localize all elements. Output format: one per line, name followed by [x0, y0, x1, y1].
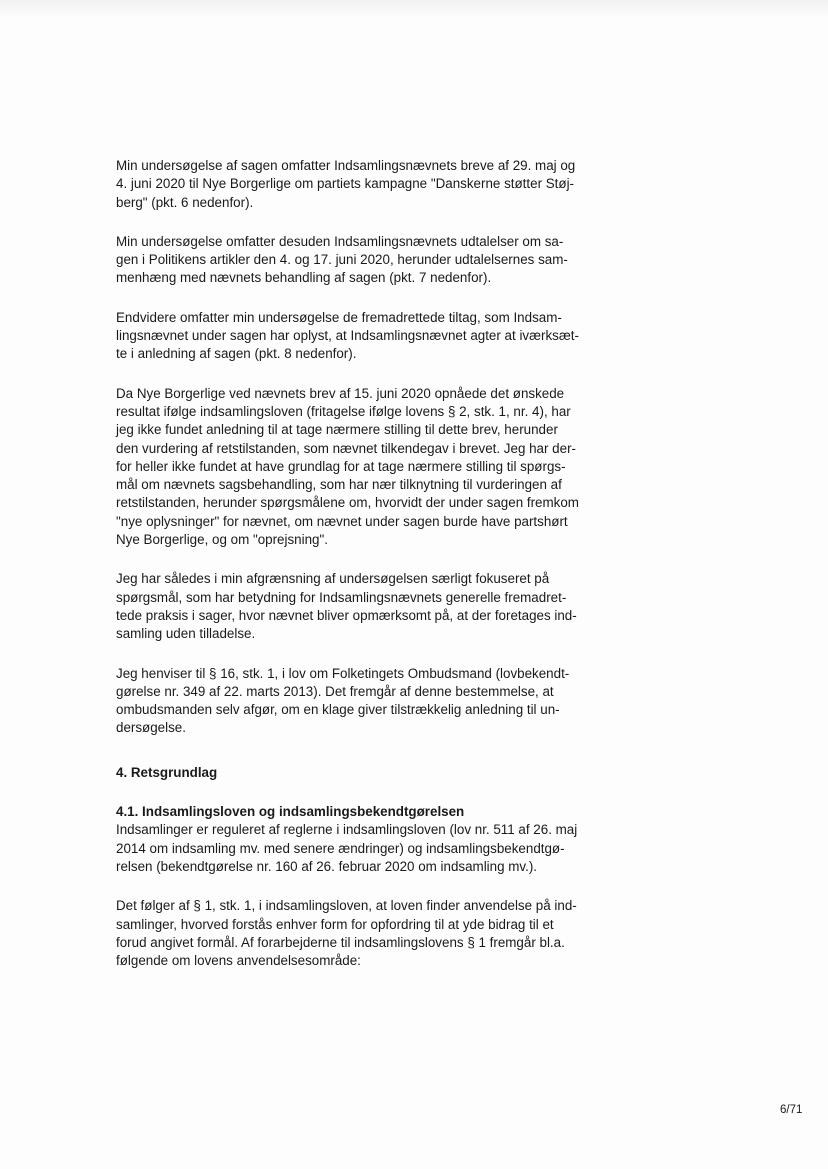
text-line: resultat ifølge indsamlingsloven (fritagelse ifølge lovens § 2, stk. 1, nr. 4), har [116, 403, 571, 419]
scan-top-edge [0, 0, 828, 18]
subsection-heading: 4.1. Indsamlingsloven og indsamlingsbekendtgørelsen [116, 804, 465, 820]
text-line: gørelse nr. 349 af 22. marts 2013). Det fremgår af denne bestemmelse, at [116, 683, 554, 699]
text-line: Min undersøgelse omfatter desuden Indsamlingsnævnets udtalelser om sa- [116, 233, 564, 249]
text-line: mål om nævnets sagsbehandling, som har nær tilknytning til vurderingen af [116, 477, 562, 493]
paragraph-scope-of-law [116, 897, 616, 970]
paragraph-focus [116, 570, 616, 643]
text-line: retstilstanden, herunder spørgsmålene om, hvorvidt der under sagen fremkom [116, 495, 579, 511]
paragraph-scope-letters [116, 157, 616, 212]
text-line: følgende om lovens anvendelsesområde: [116, 953, 361, 969]
text-line: ombudsmanden selv afgør, om en klage giver tilstrækkelig anledning til un- [116, 702, 560, 718]
text-line: berg" (pkt. 6 nedenfor). [116, 194, 254, 210]
text-line: relsen (bekendtgørelse nr. 160 af 26. februar 2020 om indsamling mv.). [116, 858, 538, 874]
paragraph-legal-reference [116, 665, 616, 738]
text-line: Da Nye Borgerlige ved nævnets brev af 15. juni 2020 opnåede det ønskede [116, 385, 565, 401]
text-line: den vurdering af retstilstanden, som nævnet tilkendegav i brevet. Jeg har der- [116, 440, 576, 456]
paragraph-scope-statements [116, 233, 616, 288]
text-line: for heller ikke fundet at have grundlag for at tage nærmere stilling til spørgs- [116, 458, 566, 474]
text-line: spørgsmål, som har betydning for Indsamlingsnævnets generelle fremadret- [116, 589, 567, 605]
text-line: Endvidere omfatter min undersøgelse de fremadrettede tiltag, som Indsam- [116, 309, 562, 325]
text-line: Det følger af § 1, stk. 1, i indsamlingsloven, at loven finder anvendelse på ind- [116, 898, 577, 914]
text-line: jeg ikke fundet anledning til at tage nærmere stilling til dette brev, herunder [116, 422, 558, 438]
text-line: Indsamlinger er reguleret af reglerne i indsamlingsloven (lov nr. 511 af 26. maj [116, 822, 578, 838]
text-line: 2014 om indsamling mv. med senere ændringer) og indsamlingsbekendtgø- [116, 840, 565, 856]
text-line: Jeg har således i min afgrænsning af undersøgelsen særligt fokuseret på [116, 571, 550, 587]
text-line: 4. juni 2020 til Nye Borgerlige om partiets kampagne "Danskerne støtter Støj- [116, 176, 575, 192]
text-line: tede praksis i sager, hvor nævnet bliver opmærksomt på, at der foretages ind- [116, 607, 577, 623]
paragraph-regulation [116, 821, 616, 876]
text-line: te i anledning af sagen (pkt. 8 nedenfor). [116, 346, 357, 362]
page-number: 6/71 [780, 1104, 803, 1116]
text-line: dersøgelse. [116, 720, 186, 736]
text-line: menhæng med nævnets behandling af sagen (pkt. 7 nedenfor). [116, 270, 492, 286]
text-line: forud angivet formål. Af forarbejderne til indsamlingslovens § 1 fremgår bl.a. [116, 934, 565, 950]
text-line: lingsnævnet under sagen har oplyst, at Indsamlingsnævnet agter at iværksæt- [116, 328, 579, 344]
text-line: Nye Borgerlige, og om "oprejsning". [116, 532, 328, 548]
text-line: samlinger, hvorved forstås enhver form for opfordring til at yde bidrag til et [116, 916, 554, 932]
paragraph-limitation [116, 385, 616, 550]
text-line: Min undersøgelse af sagen omfatter Indsamlingsnævnets breve af 29. maj og [116, 158, 576, 173]
document-body [116, 157, 616, 970]
paragraph-scope-measures [116, 309, 616, 364]
section-heading: 4. Retsgrundlag [116, 764, 218, 780]
text-line: "nye oplysninger" for nævnet, om nævnet under sagen burde have partshørt [116, 513, 568, 529]
text-line: samling uden tilladelse. [116, 626, 256, 642]
text-line: gen i Politikens artikler den 4. og 17. juni 2020, herunder udtalelsernes sam- [116, 252, 568, 268]
text-line: Jeg henviser til § 16, stk. 1, i lov om Folketingets Ombudsmand (lovbekendt- [116, 665, 570, 681]
